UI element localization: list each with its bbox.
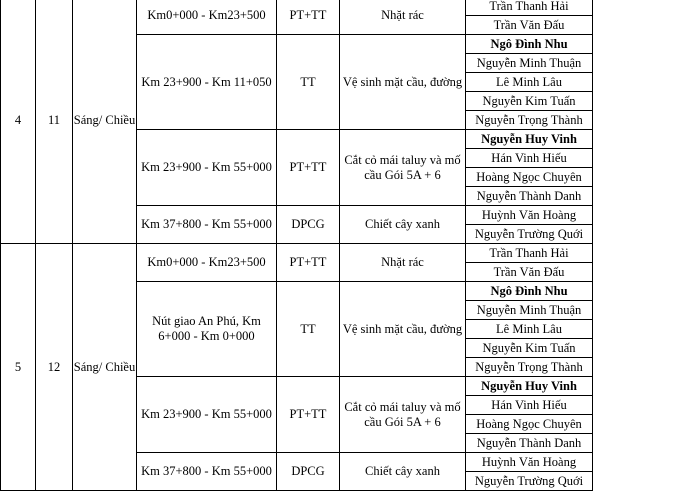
shift-cell[interactable]: Sáng/ Chiều [73,244,137,491]
staff-cell[interactable]: Nguyễn Minh Thuận [466,301,593,320]
day-cell[interactable]: 12 [36,244,73,491]
staff-cell[interactable]: Huỳnh Văn Hoàng [466,206,593,225]
day-cell[interactable]: 11 [36,0,73,244]
staff-cell[interactable]: Ngô Đình Nhu [466,35,593,54]
staff-cell[interactable]: Nguyễn Thành Danh [466,434,593,453]
segment-cell[interactable]: Km 23+900 - Km 11+050 [137,35,277,130]
segment-cell[interactable]: Km 37+800 - Km 55+000 [137,206,277,244]
stt-cell[interactable]: 4 [1,0,36,244]
schedule-body [1,0,593,491]
work-cell[interactable]: Vệ sinh mặt cầu, đường [340,35,466,130]
work-cell[interactable]: Vệ sinh mặt cầu, đường [340,282,466,377]
work-cell[interactable]: Chiết cây xanh [340,206,466,244]
staff-cell[interactable]: Nguyễn Minh Thuận [466,54,593,73]
segment-cell[interactable]: Km0+000 - Km23+500 [137,0,277,35]
staff-cell[interactable]: Nguyễn Huy Vinh [466,130,593,149]
segment-cell[interactable]: Km 23+900 - Km 55+000 [137,130,277,206]
staff-cell[interactable]: Hoàng Ngọc Chuyên [466,415,593,434]
staff-cell[interactable]: Ngô Đình Nhu [466,282,593,301]
table-row [1,0,593,16]
work-cell[interactable]: Nhặt rác [340,0,466,35]
unit-cell[interactable]: TT [277,282,340,377]
work-cell[interactable]: Cắt cỏ mái taluy và mố cầu Gói 5A + 6 [340,377,466,453]
staff-cell[interactable]: Nguyễn Kim Tuấn [466,92,593,111]
staff-cell[interactable]: Nguyễn Huy Vinh [466,377,593,396]
segment-cell[interactable]: Km 23+900 - Km 55+000 [137,377,277,453]
work-cell[interactable]: Chiết cây xanh [340,453,466,491]
staff-cell[interactable]: Trần Văn Đấu [466,16,593,35]
unit-cell[interactable]: DPCG [277,206,340,244]
staff-cell[interactable]: Lê Minh Lâu [466,73,593,92]
staff-cell[interactable]: Nguyễn Trường Quới [466,472,593,491]
work-cell[interactable]: Nhặt rác [340,244,466,282]
unit-cell[interactable]: PT+TT [277,130,340,206]
unit-cell[interactable]: DPCG [277,453,340,491]
shift-cell[interactable]: Sáng/ Chiều [73,0,137,244]
segment-cell[interactable]: Km0+000 - Km23+500 [137,244,277,282]
unit-cell[interactable]: TT [277,35,340,130]
staff-cell[interactable]: Huỳnh Văn Hoàng [466,453,593,472]
staff-cell[interactable]: Trần Thanh Hải [466,244,593,263]
staff-cell[interactable]: Hán Vinh Hiếu [466,396,593,415]
staff-cell[interactable]: Nguyễn Trường Quới [466,225,593,244]
stt-cell[interactable]: 5 [1,244,36,491]
staff-cell[interactable]: Lê Minh Lâu [466,320,593,339]
unit-cell[interactable]: PT+TT [277,377,340,453]
staff-cell[interactable]: Nguyễn Kim Tuấn [466,339,593,358]
segment-cell[interactable]: Km 37+800 - Km 55+000 [137,453,277,491]
staff-cell[interactable]: Nguyễn Thành Danh [466,187,593,206]
unit-cell[interactable]: PT+TT [277,244,340,282]
staff-cell[interactable]: Trần Văn Đấu [466,263,593,282]
staff-cell[interactable]: Trần Thanh Hải [466,0,593,16]
segment-cell[interactable]: Nút giao An Phú, Km 6+000 - Km 0+000 [137,282,277,377]
staff-cell[interactable]: Nguyễn Trọng Thành [466,358,593,377]
staff-cell[interactable]: Nguyễn Trọng Thành [466,111,593,130]
staff-cell[interactable]: Hán Vinh Hiếu [466,149,593,168]
work-cell[interactable]: Cắt cỏ mái taluy và mố cầu Gói 5A + 6 [340,130,466,206]
unit-cell[interactable]: PT+TT [277,0,340,35]
staff-cell[interactable]: Hoàng Ngọc Chuyên [466,168,593,187]
table-row [1,244,593,263]
